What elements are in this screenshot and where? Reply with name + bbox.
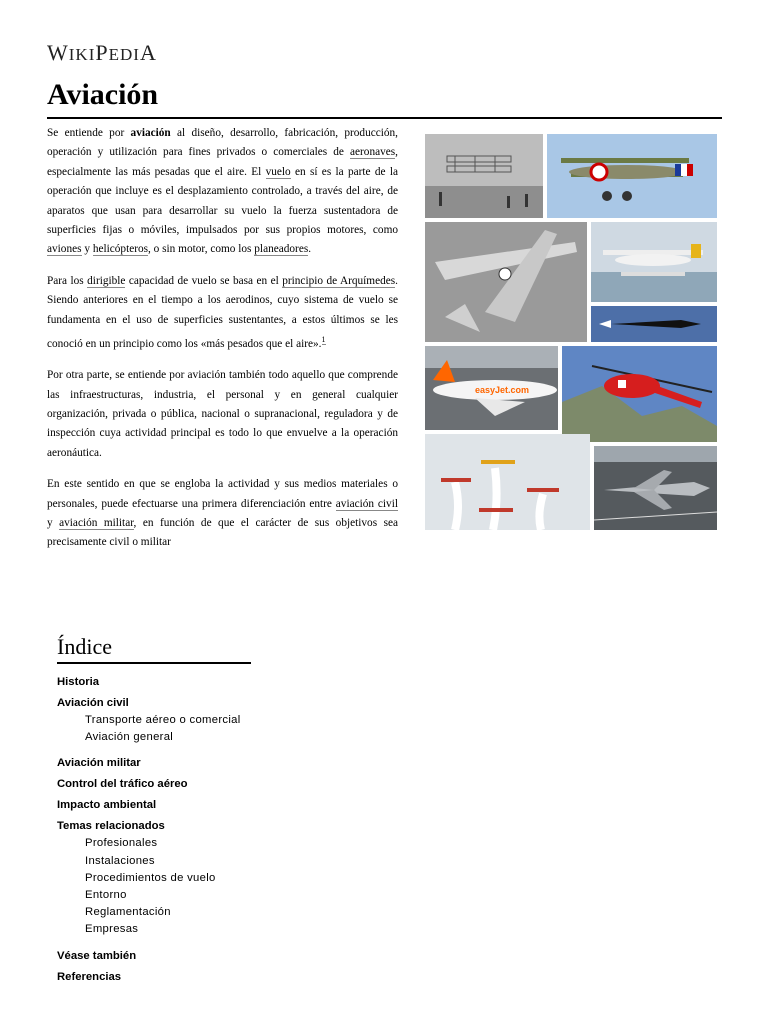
text: En este sentido en que se engloba la actividad y sus medios materiales o personales, puede efectuarse una primera diferenciación entre (47, 478, 398, 510)
wordmark-letter: A (139, 40, 157, 65)
toc-subitem-profesionales[interactable]: Profesionales (85, 837, 158, 850)
biplane-photo[interactable] (547, 134, 717, 218)
wordmark-letters: IKI (68, 45, 96, 64)
text: , en función de que el carácter de sus objetivos sea precisamente civil o militar (47, 517, 398, 549)
bold-term: aviación (130, 127, 171, 139)
toc-divider (57, 662, 251, 664)
toc-subitem-empresas[interactable]: Empresas (85, 923, 139, 936)
toc-subitem-entorno[interactable]: Entorno (85, 889, 127, 902)
toc-subitem-instalaciones[interactable]: Instalaciones (85, 854, 155, 867)
carrier-fighter-photo[interactable] (594, 446, 717, 530)
toc-subitem-reglamentacion[interactable]: Reglamentación (85, 906, 171, 919)
easyjet-airliner-photo[interactable] (425, 346, 558, 430)
wordmark-letters: EDI (108, 45, 140, 64)
wikipedia-wordmark[interactable] (47, 40, 157, 66)
link-aviones[interactable]: aviones (47, 243, 82, 256)
text: y (47, 517, 60, 530)
paragraph-intro (47, 124, 398, 260)
text: y (81, 243, 93, 256)
text: Se entiende por (47, 127, 131, 139)
link-aeronaves[interactable]: aeronaves (350, 146, 396, 159)
easyjet-livery-text: easyJet.com (475, 385, 530, 395)
link-aviacion-militar[interactable]: aviación militar (59, 517, 134, 530)
paragraph-dirigibles (47, 272, 398, 354)
page-title: Aviación (47, 78, 159, 111)
link-planeadores[interactable]: planeadores (254, 243, 309, 256)
text: . (308, 243, 312, 256)
wordmark-letter: P (95, 40, 109, 65)
toc-item-aviacion-militar[interactable]: Aviación militar (57, 757, 141, 770)
rescue-helicopter-photo[interactable] (562, 346, 717, 442)
link-dirigible[interactable]: dirigible (87, 274, 126, 287)
toc-subitem-aviacion-general[interactable]: Aviación general (85, 731, 174, 744)
link-principio-arquimedes[interactable]: principio de Arquímedes (282, 274, 396, 287)
toc-item-vease-tambien[interactable]: Véase también (57, 949, 137, 962)
toc-item-aviacion-civil[interactable]: Aviación civil (57, 697, 129, 709)
toc-item-control-trafico[interactable]: Control del tráfico aéreo (57, 778, 188, 791)
bomber-photo[interactable] (425, 222, 587, 342)
link-vuelo[interactable]: vuelo (265, 165, 291, 178)
toc-item-impacto-ambiental[interactable]: Impacto ambiental (57, 799, 157, 812)
aerobatic-team-photo[interactable] (425, 434, 590, 530)
text: , especialmente las más pesadas que el aire. El (47, 146, 398, 178)
wordmark-letter: W (47, 40, 69, 65)
text: en sí es la parte de la operación que incluye es el desplazamiento controlado, a través del aire, de aparatos que usan para desarrollar su vuelo la fuerza sustentadora de superficies fijas o móviles, impulsados por sus propios motores, como (47, 165, 398, 237)
text: , o sin motor, como los (148, 243, 255, 256)
rocket-plane-photo[interactable] (591, 306, 717, 342)
article-body (47, 124, 398, 565)
text: . Siendo anteriores en el tiempo a los aerodinos, cuyo sistema de vuelo se fundamenta en el uso de superficies sustentantes, a estos últimos se les conoció en un principio como los «más pesados que el aire». (47, 274, 398, 350)
text: capacidad de vuelo se basa en el (125, 274, 283, 287)
aviation-photo-collage (425, 134, 717, 530)
link-aviacion-civil[interactable]: aviación civil (335, 497, 398, 510)
toc-subitem-transporte-aereo[interactable]: Transporte aéreo o comercial (85, 714, 241, 726)
text: Para los (47, 274, 88, 287)
glider-photo[interactable] (425, 134, 543, 218)
toc-item-temas-relacionados[interactable]: Temas relacionados (57, 820, 165, 833)
paragraph-infraestructuras: Por otra parte, se entiende por aviación también todo aquello que comprende las infraestructuras, industria, el personal y en general cualquier organización, privada o pública, nacional o supranacional, reguladora y de inspección cuya actividad principal es todo lo que envuelve a la operación aeronáutica. (47, 369, 398, 459)
link-helicopteros[interactable]: helicópteros (92, 243, 149, 256)
toc-subitem-procedimientos[interactable]: Procedimientos de vuelo (85, 871, 216, 884)
reference-1-link[interactable]: 1 (321, 335, 326, 345)
title-divider (47, 117, 722, 119)
table-of-contents (57, 670, 457, 986)
paragraph-civil-militar (47, 475, 398, 553)
seaplane-photo[interactable] (591, 222, 717, 302)
text: al diseño, desarrollo, fabricación, producción, operación y utilización para fines privados o comerciales de (47, 127, 398, 159)
toc-title: Índice (57, 634, 112, 659)
toc-item-referencias[interactable]: Referencias (57, 970, 122, 983)
toc-item-historia[interactable]: Historia (57, 676, 100, 688)
